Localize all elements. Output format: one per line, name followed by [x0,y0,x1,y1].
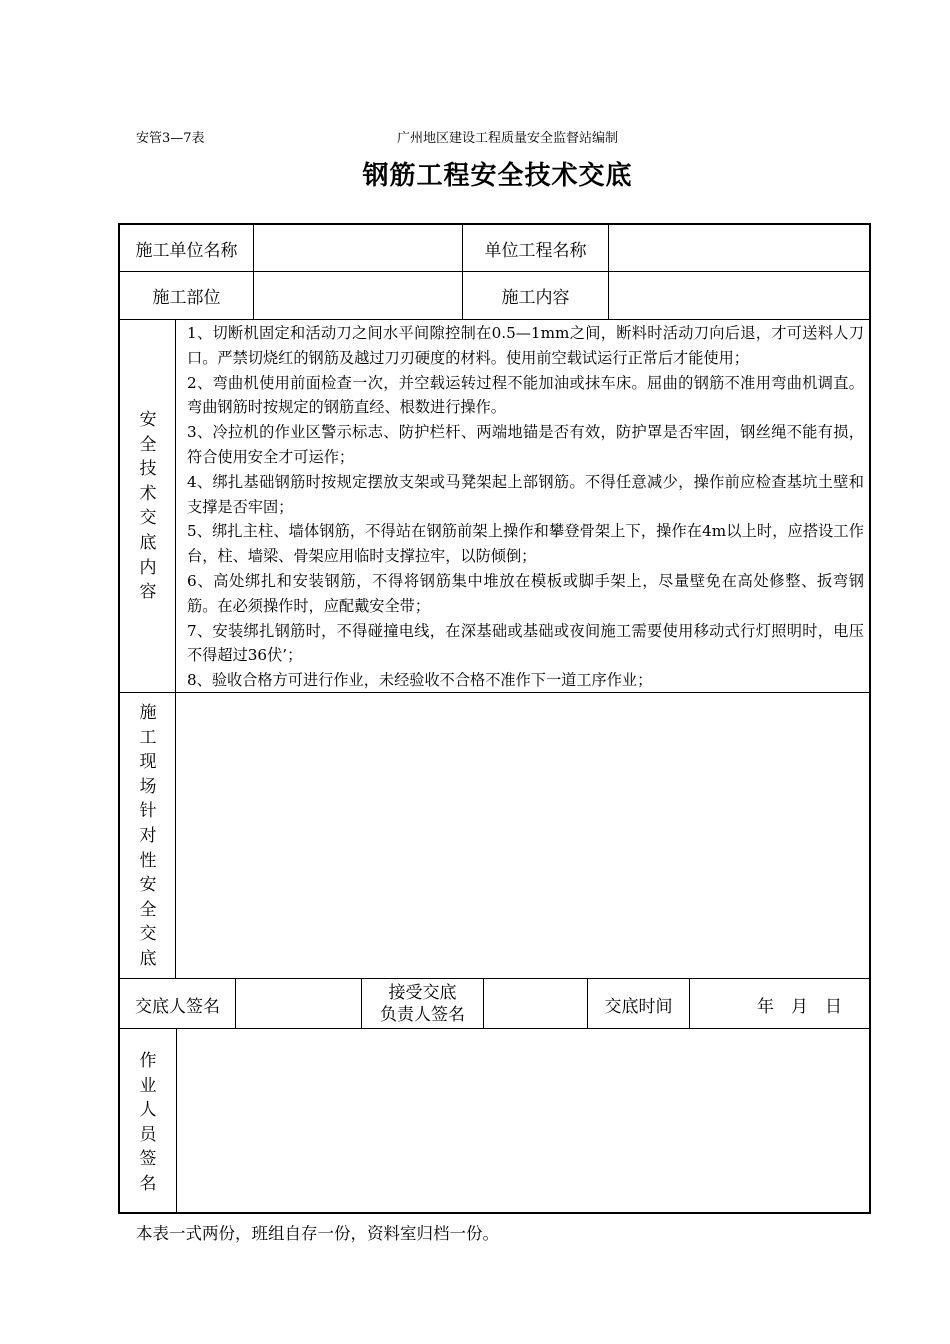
construction-unit-field[interactable] [254,225,462,271]
safety-items-list [187,321,864,693]
giver-signature-field[interactable] [236,980,361,1028]
receiver-label-line1: 接受交底 [388,983,457,1003]
site-section-label: 施工现场针对性安全交底 [139,703,157,969]
workers-signature-field[interactable] [178,1030,870,1213]
giver-signature-label: 交底人签名 [135,996,220,1017]
form-code: 安管3—7表 [136,131,205,146]
safety-item: 5、绑扎主柱、墙体钢筋，不得站在钢筋前架上操作和攀登骨架上下，操作在4m以上时，应搭设工作台，柱、墙梁、骨架应用临时支撑拉牢，以防倾倒； [187,522,864,566]
safety-item: 4、绑扎基础钢筋时按规定摆放支架或马凳架起上部钢筋。不得任意减少，操作前应检查基坑土壁和支撑是否牢固； [187,472,864,516]
row-divider [119,1028,871,1029]
column-divider [175,320,176,978]
safety-item: 7、安装绑扎钢筋时，不得碰撞电线，在深基础或基础或夜间施工需要使用移动式行灯照明时，电压不得超过36伏’； [187,621,864,665]
safety-item: 8、验收合格方可进行作业，未经验收不合格不准作下一道工序作业； [187,671,653,690]
project-name-field[interactable] [609,225,870,271]
construction-unit-label: 施工单位名称 [135,240,238,261]
disclosure-time-label: 交底时间 [604,996,673,1017]
safety-section-label: 安全技术交底内容 [139,410,157,603]
safety-item: 2、弯曲机使用前面检查一次，并空载运转过程不能加油或抹车床。屈曲的钢筋不准用弯曲机调直。弯曲钢筋时按规定的钢筋直经、根数进行操作。 [187,373,864,417]
disclosure-date-field[interactable]: 年 月 日 [757,996,842,1017]
construction-content-label: 施工内容 [501,288,570,308]
footer-note: 本表一式两份，班组自存一份，资料室归档一份。 [136,1224,499,1243]
safety-item: 1、切断机固定和活动刀之间水平间隙控制在0.5—1mm之间，断料时活动刀向后退，才可送料人刀口。严禁切烧红的钢筋及越过刀刃硬度的材料。使用前空载试运行正常后才能使用； [187,324,864,367]
receiver-signature-label [362,980,483,1028]
row-divider [119,978,871,979]
project-name-label: 单位工程名称 [484,240,587,261]
construction-content-field[interactable] [609,272,870,319]
site-section-field[interactable] [177,694,870,977]
safety-item: 3、冷拉机的作业区警示标志、防护栏杆、两端地锚是否有效，防护罩是否牢固，钢丝绳不能有损，符合使用安全才可运作； [187,423,864,466]
issuer-text: 广州地区建设工程质量安全监督站编制 [397,131,619,146]
row-divider [119,319,871,320]
receiver-label-line2: 负责人签名 [380,1005,465,1025]
column-divider [176,1029,177,1214]
document-title: 钢筋工程安全技术交底 [362,161,633,191]
workers-section-label: 作业人员签名 [139,1051,157,1194]
receiver-signature-field[interactable] [484,980,587,1028]
construction-part-label: 施工部位 [152,288,221,308]
construction-part-field[interactable] [254,272,462,319]
safety-item: 6、高处绑扎和安装钢筋，不得将钢筋集中堆放在模板或脚手架上，尽量壁免在高处修整、扳弯钢筋。在必须操作时，应配戴安全带； [187,571,864,615]
